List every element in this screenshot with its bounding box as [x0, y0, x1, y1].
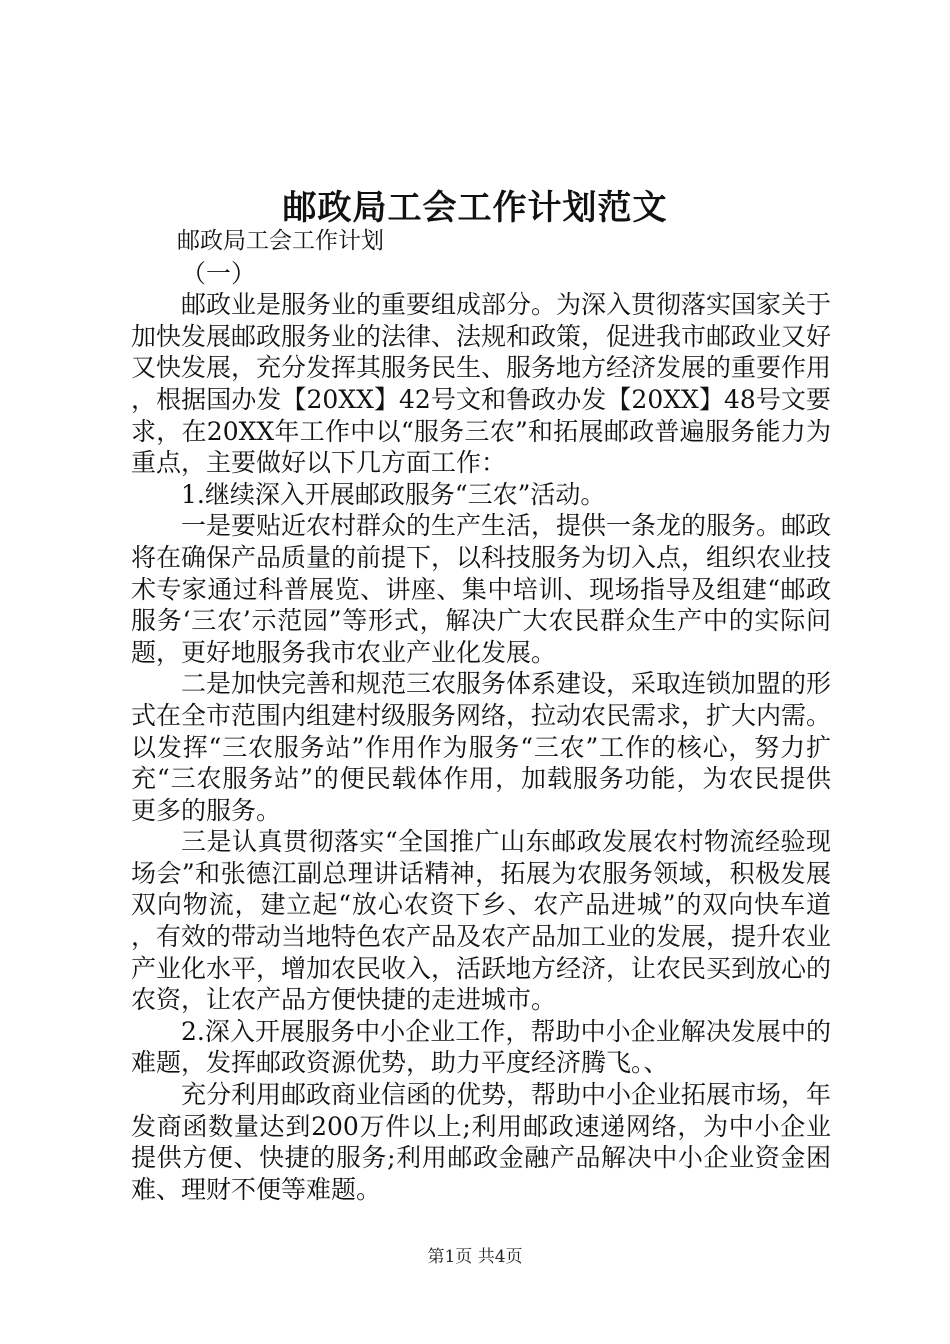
document-subtitle: 邮政局工会工作计划	[177, 228, 384, 254]
paragraph-item-2: 二是加快完善和规范三农服务体系建设，采取连锁加盟的形式在全市范围内组建村级服务网络，拉动农民需求，扩大内需。以发挥“三农服务站”作用作为服务“三农”工作的核心，努力扩充“三农服务站”的便民载体作用，加载服务功能，为农民提供更多的服务。	[131, 669, 832, 825]
paragraph-item-3: 三是认真贯彻落实“全国推广山东邮政发展农村物流经验现场会”和张德江副总理讲话精神，拓展为农服务领域，积极发展双向物流，建立起“放心农资下乡、农产品进城”的双向快车道，有效的带动当地特色农产品及农产品加工业的发展，提升农业产业化水平，增加农民收入，活跃地方经济，让农民买到放心的农资，让农产品方便快捷的走进城市。	[131, 827, 832, 1015]
section-number: （一）	[181, 258, 257, 288]
paragraph-item-1: 一是要贴近农村群众的生产生活，提供一条龙的服务。邮政将在确保产品质量的前提下，以科技服务为切入点，组织农业技术专家通过科普展览、讲座、集中培训、现场指导及组建“邮政服务‘三农’示范园”等形式，解决广大农民群众生产中的实际问题，更好地服务我市农业产业化发展。	[131, 511, 832, 667]
paragraph-heading-1: 1.继续深入开展邮政服务“三农”活动。	[181, 479, 606, 509]
paragraph-heading-2: 2.深入开展服务中小企业工作，帮助中小企业解决发展中的难题，发挥邮政资源优势，助力平度经济腾飞。、	[131, 1016, 831, 1078]
page-footer: 第1页 共4页	[427, 1247, 523, 1267]
paragraph-intro: 邮政业是服务业的重要组成部分。为深入贯彻落实国家关于加快发展邮政服务业的法律、法规和政策，促进我市邮政业又好又快发展，充分发挥其服务民生、服务地方经济发展的重要作用，根据国办发【20XX】42号文和鲁政办发【20XX】48号文要求，在20XX年工作中以“服务三农”和拓展邮政普遍服务能力为重点，主要做好以下几方面工作：	[131, 290, 832, 478]
paragraph-sme: 充分利用邮政商业信函的优势，帮助中小企业拓展市场，年发商函数量达到200万件以上;利用邮政速递网络，为中小企业提供方便、快捷的服务;利用邮政金融产品解决中小企业资金困难、理财不便等难题。	[131, 1080, 832, 1204]
document-title: 邮政局工会工作计划范文	[282, 188, 668, 228]
document-body	[131, 226, 831, 1205]
